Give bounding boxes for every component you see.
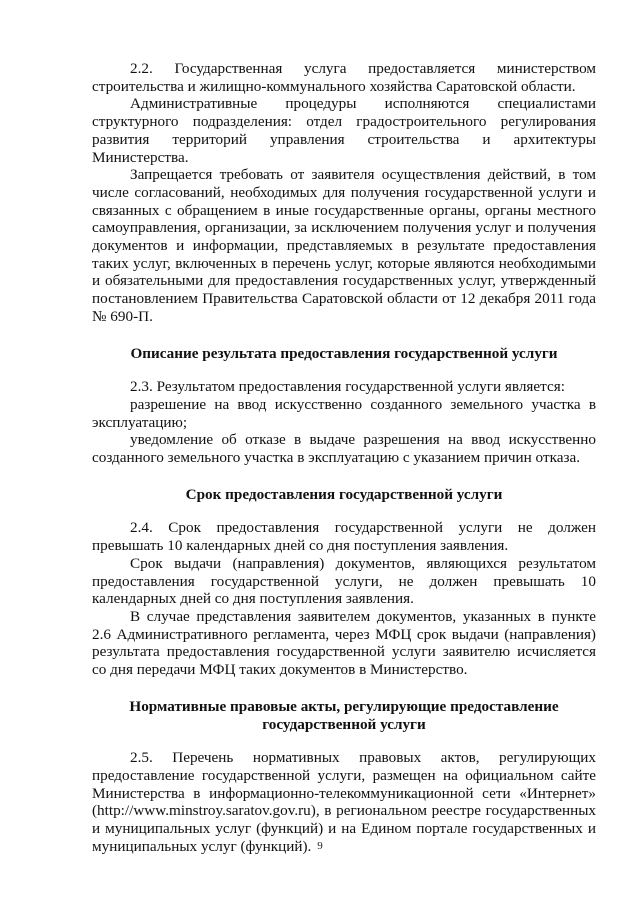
paragraph-2-3: 2.3. Результатом предоставления государственной услуги является: [130,378,565,396]
paragraph-2-2: 2.2. Государственная услуга предоставляется министерством строительства и жилищно-коммунального хозяйства Саратовской области. [92,60,596,95]
paragraph-2-4: 2.4. Срок предоставления государственной услуги не должен превышать 10 календарных дней со дня поступления заявления. [92,519,596,555]
heading-acts-line1: Нормативные правовые акты, регулирующие предоставление [129,697,559,715]
heading-result: Описание результата предоставления государственной услуги [130,344,558,362]
heading-acts-line2: государственной услуги [262,715,426,733]
heading-term: Срок предоставления государственной услуги [185,485,503,503]
paragraph-result-refusal: уведомление об отказе в выдаче разрешения на ввод искусственно созданного земельного участка в эксплуатацию с указанием причин отказа. [92,431,596,467]
page-number: 9 [317,840,323,852]
paragraph-prohibition: Запрещается требовать от заявителя осуществления действий, в том числе согласований, необходимых для получения государственной услуги и связанных с обращением в иные государственные органы, органы местного самоуправления, организации, за исключением получения услуг и получения документов и информации, представляемых в результате предоставления таких услуг, включенных в перечень услуг, которые являются необходимыми и обязательными для предоставления государственных услуг, утвержденный постановлением Правительства Саратовской области от 12 декабря 2011 года № 690-П. [92,166,596,325]
heading-acts [92,698,596,733]
paragraph-result-permit: разрешение на ввод искусственно созданного земельного участка в эксплуатацию; [92,395,596,431]
paragraph-2-5: 2.5. Перечень нормативных правовых актов, регулирующих предоставление государственной услуги, размещен на официальном сайте Министерства в информационно-телекоммуникационной сети «Интернет» (http://www.minstroy.saratov.gov.ru), в региональном реестре государственных и муниципальных услуг (функций) и на Едином портале государственных и муниципальных услуг (функций). [92,749,596,855]
paragraph-admin-procedures: Административные процедуры исполняются специалистами структурного подразделения: отдел градостроительного регулирования развития территорий управления строительства и архитектуры Министерства. [92,95,596,166]
paragraph-mfc-term: В случае представления заявителем документов, указанных в пункте 2.6 Административного регламента, через МФЦ срок выдачи (направления) результата предоставления государственной услуги заявителю исчисляется со дня передачи МФЦ таких документов в Министерство. [92,607,596,679]
document-body [92,60,596,855]
paragraph-issue-term: Срок выдачи (направления) документов, являющихся результатом предоставления государственной услуги, не должен превышать 10 календарных дней со дня поступления заявления. [92,554,596,608]
